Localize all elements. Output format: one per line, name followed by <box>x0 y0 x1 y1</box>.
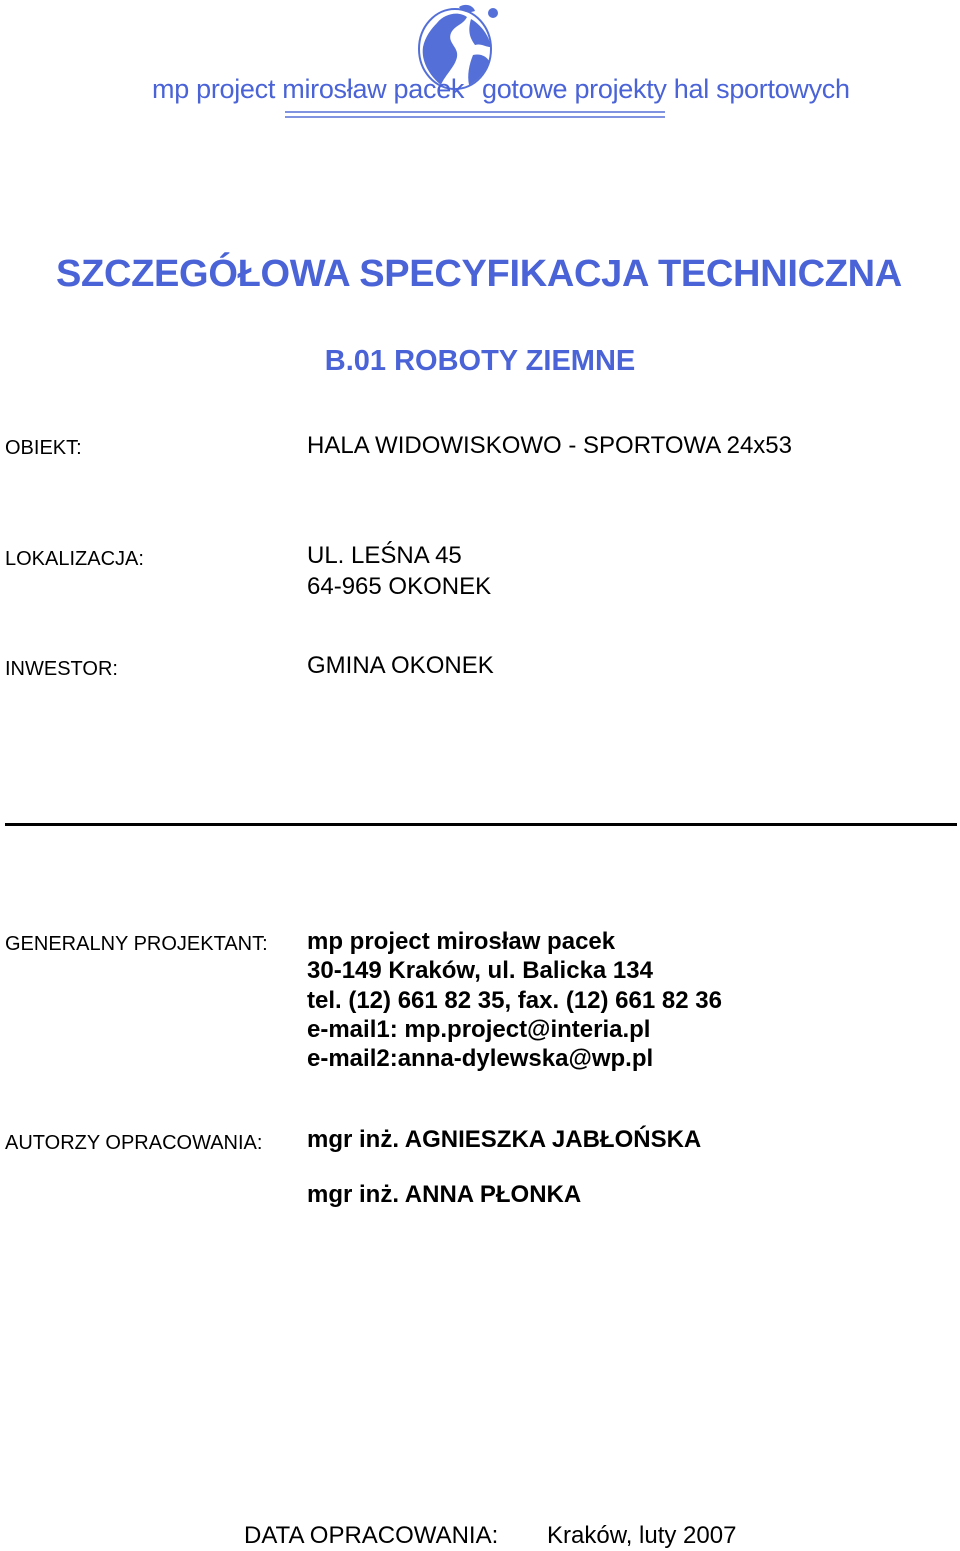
projektant-line: 30-149 Kraków, ul. Balicka 134 <box>307 957 653 984</box>
autorzy-label: AUTORZY OPRACOWANIA: <box>5 1132 263 1154</box>
section-divider <box>5 823 957 826</box>
lokalizacja-line: UL. LEŚNA 45 <box>307 542 462 569</box>
company-name: mp project mirosław pacek <box>152 74 465 104</box>
header-rule-2 <box>285 116 665 118</box>
projektant-line: e-mail2:anna-dylewska@wp.pl <box>307 1045 654 1072</box>
obiekt-value: HALA WIDOWISKOWO - SPORTOWA 24x53 <box>307 432 792 459</box>
projektant-line: mp project mirosław pacek <box>307 928 616 955</box>
inwestor-label: INWESTOR: <box>5 658 118 680</box>
company-tagline: gotowe projekty hal sportowych <box>482 74 850 104</box>
lokalizacja-line: 64-965 OKONEK <box>307 573 492 600</box>
header-rule-1 <box>285 111 665 113</box>
author-name: mgr inż. ANNA PŁONKA <box>307 1181 582 1208</box>
document-subtitle: B.01 ROBOTY ZIEMNE <box>324 345 636 377</box>
obiekt-label: OBIEKT: <box>5 437 82 459</box>
inwestor-value: GMINA OKONEK <box>307 652 494 679</box>
lokalizacja-label: LOKALIZACJA: <box>5 548 144 570</box>
date-label: DATA OPRACOWANIA: <box>244 1522 499 1549</box>
author-name: mgr inż. AGNIESZKA JABŁOŃSKA <box>307 1126 702 1153</box>
projektant-line: tel. (12) 661 82 35, fax. (12) 661 82 36 <box>307 987 722 1014</box>
projektant-label: GENERALNY PROJEKTANT: <box>5 933 268 955</box>
projektant-line: e-mail1: mp.project@interia.pl <box>307 1016 651 1043</box>
document-title: SZCZEGÓŁOWA SPECYFIKACJA TECHNICZNA <box>56 253 902 295</box>
date-value: Kraków, luty 2007 <box>547 1522 737 1549</box>
